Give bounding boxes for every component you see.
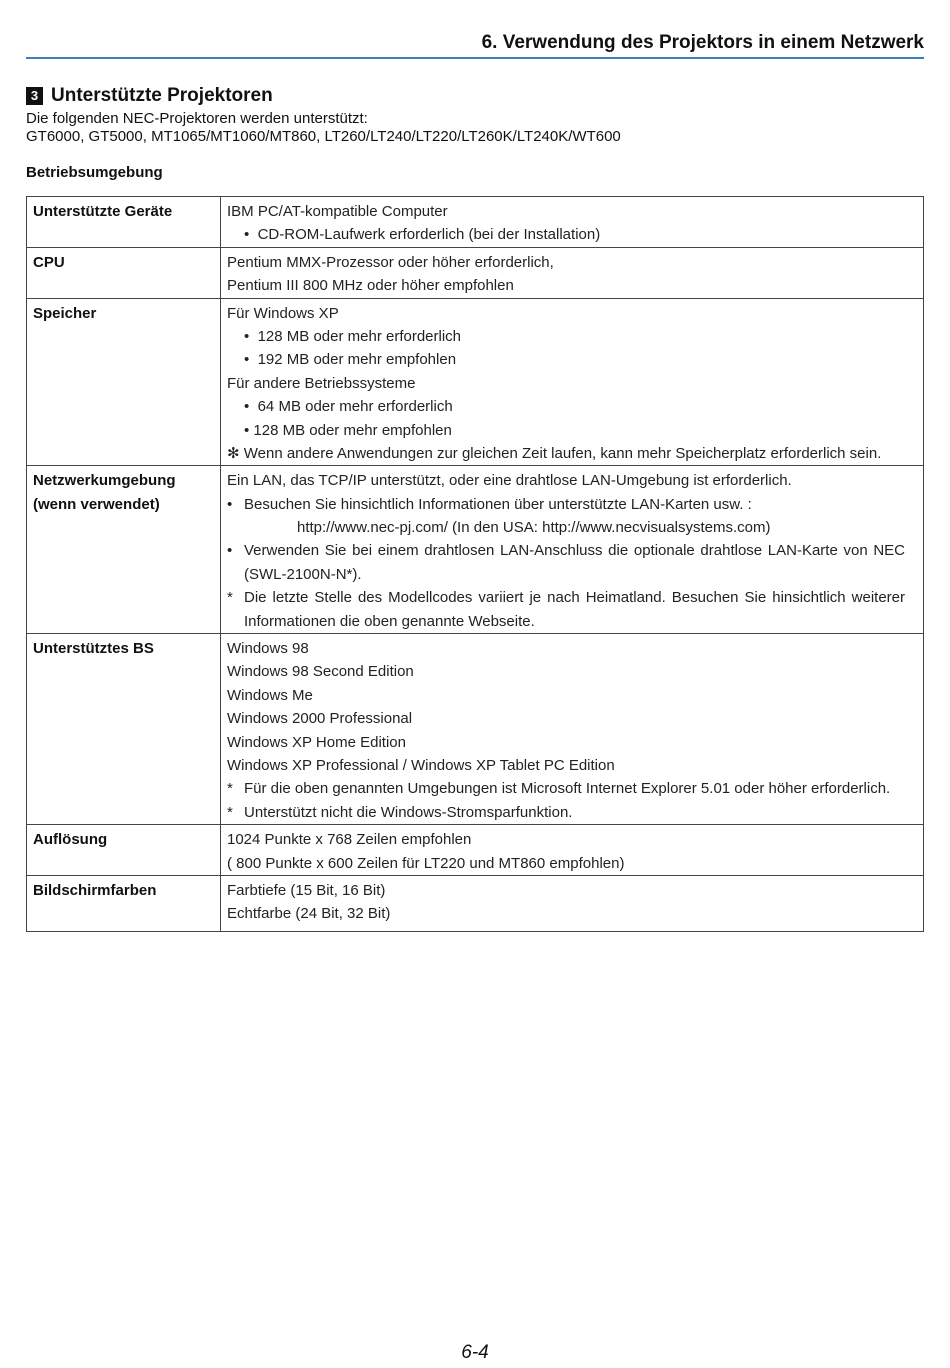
chapter-header [26, 32, 924, 59]
table-row-colors [27, 876, 924, 932]
row-value: Echtfarbe (24 Bit, 32 Bit) [227, 905, 391, 923]
row-label: Bildschirmfarben [33, 882, 157, 899]
environment-label: Betriebsumgebung [26, 164, 163, 181]
bullet-item: • 192 MB oder mehr empfohlen [244, 351, 457, 369]
bullet-item: • 128 MB oder mehr empfohlen [244, 421, 452, 439]
requirements-table [26, 196, 924, 932]
bullet-item: • Verwenden Sie bei einem drahtlosen LAN-Anschluss die optionale drahtlose LAN-Karte von NEC (SWL-2100N-N*). [227, 542, 905, 583]
note-item: * Die letzte Stelle des Modellcodes variiert je nach Heimatland. Besuchen Sie hinsichtlich weiterer Informationen die oben genannte Webseite. [227, 589, 905, 630]
row-value: IBM PC/AT-kompatible Computer [227, 203, 448, 220]
note-item: * Für die oben genannten Umgebungen ist Microsoft Internet Explorer 5.01 oder höher erforderlich. [227, 780, 891, 798]
row-value: Für Windows XP [227, 304, 339, 322]
row-value: Pentium MMX-Prozessor oder höher erforderlich, [227, 253, 554, 271]
os-item: Windows 2000 Professional [227, 710, 413, 728]
os-item: Windows XP Professional / Windows XP Tablet PC Edition [227, 757, 615, 775]
os-item: Windows 98 Second Edition [227, 663, 414, 681]
row-value: Ein LAN, das TCP/IP unterstützt, oder eine drahtlose LAN-Umgebung ist erforderlich. [227, 472, 792, 490]
os-item: Windows Me [227, 686, 313, 704]
asterisk-icon: ✻ [227, 444, 240, 462]
row-label: Auflösung [33, 831, 108, 849]
intro-line: Die folgenden NEC-Projektoren werden unterstützt: [26, 110, 368, 127]
table-row-os [27, 634, 924, 825]
os-item: Windows XP Home Edition [227, 733, 406, 751]
bullet-item: • Besuchen Sie hinsichtlich Informationen über unterstützte LAN-Karten usw. : [227, 495, 752, 513]
row-label: Unterstützte Geräte [33, 203, 173, 220]
section-intro [26, 110, 621, 146]
row-value: ( 800 Punkte x 600 Zeilen für LT220 und MT860 empfohlen) [227, 854, 625, 872]
bullet-item: • CD-ROM-Laufwerk erforderlich (bei der Installation) [244, 226, 601, 244]
table-row-resolution [27, 825, 924, 876]
table-row-network [27, 466, 924, 634]
os-item: Windows 98 [227, 640, 309, 658]
row-label: (wenn verwendet) [33, 495, 160, 513]
chapter-title: 6. Verwendung des Projektors in einem Netzwerk [481, 32, 924, 53]
row-value: Pentium III 800 MHz oder höher empfohlen [227, 277, 514, 295]
bullet-item: • 128 MB oder mehr erforderlich [244, 327, 462, 345]
row-label: Unterstütztes BS [33, 640, 154, 658]
section-title [26, 84, 273, 108]
supported-models: GT6000, GT5000, MT1065/MT1060/MT860, LT260/LT240/LT220/LT260K/LT240K/WT600 [26, 128, 621, 145]
row-value: Farbtiefe (15 Bit, 16 Bit) [227, 882, 386, 899]
table-row-memory [27, 298, 924, 466]
url-line: http://www.nec-pj.com/ (In den USA: http://www.necvisualsystems.com) [297, 519, 771, 537]
table-row-devices [27, 197, 924, 248]
row-label: Netzwerkumgebung [33, 472, 176, 490]
row-label: Speicher [33, 304, 97, 322]
section-title-text: Unterstützte Projektoren [51, 85, 273, 106]
row-value: Für andere Betriebssysteme [227, 374, 416, 392]
note-item: * Unterstützt nicht die Windows-Stromsparfunktion. [227, 803, 573, 821]
row-value: 1024 Punkte x 768 Zeilen empfohlen [227, 831, 472, 849]
table-row-cpu [27, 247, 924, 298]
row-label: CPU [33, 253, 65, 271]
note-item: ✻ Wenn andere Anwendungen zur gleichen Zeit laufen, kann mehr Speicherplatz erforderlich sein. [227, 444, 882, 462]
section-number-badge: 3 [26, 87, 43, 105]
page-number: 6-4 [461, 1342, 489, 1363]
bullet-item: • 64 MB oder mehr erforderlich [244, 398, 453, 416]
